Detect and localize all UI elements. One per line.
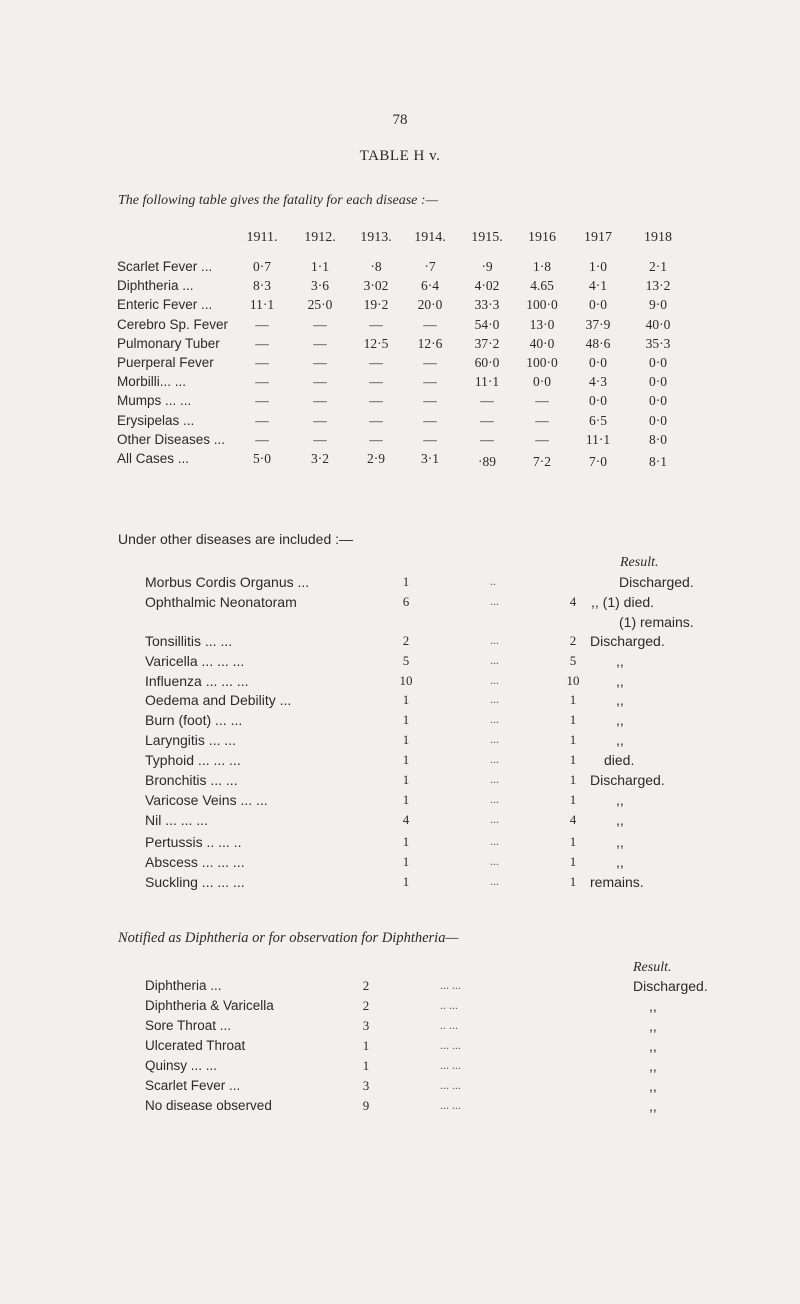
year-header: 1916 [528, 230, 556, 245]
case-count: 1 [402, 574, 410, 589]
fatality-cell: 12·5 [363, 335, 389, 351]
fatality-cell: 4·02 [474, 278, 500, 294]
intro-text: The following table gives the fatality for each disease :— [118, 193, 439, 208]
table-title: TABLE H v. [359, 148, 441, 164]
fatality-cell: — [535, 431, 549, 447]
fatality-cell: — [313, 374, 327, 390]
result-text: died. [604, 752, 635, 768]
fatality-cell: 100·0 [526, 297, 558, 313]
fatality-cell: 8·0 [649, 431, 667, 447]
result-text: ,, [616, 732, 624, 748]
fatality-cell: — [313, 355, 327, 370]
notified-result: ,, [649, 1058, 657, 1074]
fatality-cell: 100·0 [526, 355, 558, 370]
fatality-cell: 0·0 [649, 374, 667, 390]
year-header: 1914. [414, 230, 446, 245]
disease-name: Pertussis .. ... .. [145, 834, 242, 850]
notified-name: Sore Throat ... [145, 1018, 232, 1033]
fatality-cell: 1·8 [533, 259, 551, 274]
notified-count: 1 [362, 1058, 370, 1073]
disease-label: Cerebro Sp. Fever [117, 316, 229, 332]
fatality-cell: 8·1 [649, 454, 667, 469]
notified-heading: Notified as Diphtheria or for observation for Diphtheria— [118, 930, 459, 946]
fatality-cell: — [313, 431, 327, 447]
year-header: 1918 [644, 230, 672, 245]
result-count: 10 [566, 673, 580, 688]
fatality-cell: — [313, 335, 327, 351]
notified-result: ,, [649, 1098, 657, 1114]
result-text: remains. [590, 874, 644, 890]
fatality-cell: 37·9 [585, 316, 611, 332]
fatality-cell: 8·3 [253, 278, 271, 294]
fatality-cell: 20·0 [417, 297, 443, 313]
case-count: 5 [402, 653, 410, 668]
fatality-cell: 9·0 [649, 297, 667, 313]
fatality-cell: 7·0 [589, 454, 607, 469]
disease-label: Puerperal Fever [117, 355, 214, 370]
dot-leader: .. ... [440, 998, 458, 1012]
result-text: ,, [616, 854, 624, 870]
fatality-cell: — [313, 412, 327, 428]
case-count: 1 [402, 854, 410, 869]
fatality-cell: ·8 [370, 259, 382, 274]
fatality-cell: 11·1 [474, 374, 500, 390]
fatality-cell: 6·5 [589, 412, 607, 428]
dot-leader: ... ... [440, 1038, 461, 1052]
fatality-cell: 3·2 [311, 451, 329, 466]
fatality-cell: 4·1 [589, 278, 607, 294]
fatality-cell: 3·1 [421, 451, 439, 466]
fatality-cell: 1·1 [311, 259, 329, 274]
fatality-cell: — [423, 374, 437, 390]
result-text: ,, [616, 812, 624, 828]
result-count: 4 [569, 594, 577, 609]
other-diseases-heading: Under other diseases are included :— [118, 531, 354, 547]
fatality-cell: ·7 [424, 259, 436, 274]
case-count: 1 [402, 752, 410, 767]
result-count: 1 [569, 752, 577, 767]
notified-count: 3 [362, 1078, 370, 1093]
result-count: 1 [569, 772, 577, 787]
disease-name: Influenza ... ... ... [145, 673, 249, 689]
fatality-cell: — [313, 316, 327, 332]
page-number: 78 [392, 112, 408, 128]
fatality-cell: 48·6 [585, 335, 611, 351]
fatality-cell: 13·2 [645, 278, 671, 294]
fatality-cell: 0·0 [649, 355, 667, 370]
fatality-cell: 7·2 [533, 454, 551, 469]
result-count: 1 [569, 854, 577, 869]
disease-label: Mumps ... ... [117, 393, 192, 409]
result-text: ,, [616, 692, 624, 708]
case-count: 1 [402, 874, 410, 889]
fatality-cell: — [480, 412, 494, 428]
fatality-cell: — [535, 412, 549, 428]
year-header: 1912. [304, 230, 336, 245]
fatality-cell: 3·02 [363, 278, 389, 294]
notified-result: ,, [649, 998, 657, 1014]
result-heading: Result. [633, 960, 672, 975]
year-header: 1911. [246, 230, 278, 245]
notified-result: Discharged. [633, 978, 708, 994]
fatality-cell: — [369, 316, 383, 332]
disease-name: Burn (foot) ... ... [145, 712, 243, 728]
fatality-cell: ·9 [481, 259, 493, 274]
result-text: Discharged. [619, 574, 694, 590]
fatality-cell: — [423, 431, 437, 447]
fatality-cell: 0·0 [589, 393, 607, 409]
disease-name: Morbus Cordis Organus ... [145, 574, 310, 590]
dot-leader: ... ... [440, 978, 461, 992]
case-count: 2 [402, 633, 410, 648]
result-text: ,, [616, 792, 624, 808]
disease-label: Diphtheria ... [117, 278, 194, 294]
fatality-cell: 19·2 [363, 297, 389, 313]
fatality-cell: — [535, 393, 549, 409]
fatality-cell: 25·0 [307, 297, 333, 313]
result-count: 2 [569, 633, 577, 648]
dot-leader: .. ... [440, 1018, 458, 1032]
dot-leader: ... [490, 633, 499, 647]
notified-count: 1 [362, 1038, 370, 1053]
fatality-cell: — [369, 412, 383, 428]
case-count: 1 [402, 732, 410, 747]
fatality-cell: — [480, 393, 494, 409]
fatality-cell: 11·1 [249, 297, 275, 313]
notified-count: 2 [362, 998, 370, 1013]
fatality-cell: — [369, 431, 383, 447]
result-count: 1 [569, 692, 577, 707]
dot-leader: ... [490, 752, 499, 766]
fatality-cell: 0·0 [533, 374, 551, 390]
fatality-cell: 40·0 [529, 335, 555, 351]
disease-name: Bronchitis ... ... [145, 772, 238, 788]
disease-label: Scarlet Fever ... [117, 259, 213, 274]
dot-leader: ... [490, 712, 499, 726]
fatality-cell: 4·3 [589, 374, 607, 390]
fatality-cell: — [255, 412, 269, 428]
case-count: 1 [402, 772, 410, 787]
notified-name: Ulcerated Throat [145, 1038, 246, 1053]
disease-name: Suckling ... ... ... [145, 874, 245, 890]
fatality-cell: 11·1 [585, 431, 611, 447]
dot-leader: .. [490, 574, 496, 588]
disease-name: Ophthalmic Neonatoram [145, 594, 297, 610]
fatality-cell: — [423, 355, 437, 370]
fatality-cell: 5·0 [253, 451, 271, 466]
fatality-cell: 6·4 [421, 278, 439, 294]
fatality-cell: 0·0 [649, 393, 667, 409]
dot-leader: ... [490, 673, 499, 687]
dot-leader: ... [490, 653, 499, 667]
dot-leader: ... [490, 772, 499, 786]
result-text: (1) remains. [619, 614, 694, 630]
year-header: 1917 [584, 230, 612, 245]
fatality-cell: — [480, 431, 494, 447]
disease-label: Other Diseases ... [117, 431, 226, 447]
disease-label: Enteric Fever ... [117, 297, 213, 313]
disease-label: All Cases ... [117, 451, 190, 466]
dot-leader: ... [490, 732, 499, 746]
result-text: ,, [616, 673, 624, 689]
fatality-cell: 40·0 [645, 316, 671, 332]
case-count: 6 [402, 594, 410, 609]
result-count: 1 [569, 792, 577, 807]
fatality-cell: 0·0 [649, 412, 667, 428]
dot-leader: ... ... [440, 1078, 461, 1092]
disease-name: Tonsillitis ... ... [145, 633, 233, 649]
notified-name: Scarlet Fever ... [145, 1078, 241, 1093]
fatality-cell: 33·3 [474, 297, 500, 313]
case-count: 1 [402, 712, 410, 727]
dot-leader: ... [490, 692, 499, 706]
case-count: 1 [402, 692, 410, 707]
case-count: 1 [402, 792, 410, 807]
fatality-cell: 0·0 [589, 297, 607, 313]
notified-name: No disease observed [145, 1098, 272, 1113]
fatality-cell: — [423, 393, 437, 409]
fatality-cell: 4.65 [530, 278, 554, 294]
disease-name: Oedema and Debility ... [145, 692, 292, 708]
dot-leader: ... [490, 874, 499, 888]
fatality-cell: 1·0 [589, 259, 607, 274]
year-header: 1915. [471, 230, 503, 245]
result-count: 5 [569, 653, 577, 668]
disease-label: Pulmonary Tuber [117, 335, 220, 351]
fatality-cell: 2·1 [649, 259, 667, 274]
result-count: 1 [569, 732, 577, 747]
fatality-cell: 35·3 [645, 335, 671, 351]
dot-leader: ... ... [440, 1098, 461, 1112]
dot-leader: ... [490, 594, 499, 608]
fatality-cell: — [369, 374, 383, 390]
fatality-cell: 60·0 [474, 355, 500, 370]
notified-result: ,, [649, 1038, 657, 1054]
notified-name: Diphtheria & Varicella [145, 998, 274, 1013]
fatality-cell: — [255, 355, 269, 370]
disease-name: Varicella ... ... ... [145, 653, 245, 669]
fatality-cell: — [255, 431, 269, 447]
fatality-cell: 13·0 [529, 316, 555, 332]
disease-name: Abscess ... ... ... [145, 854, 245, 870]
fatality-cell: 3·6 [311, 278, 329, 294]
result-text: ,, [616, 653, 624, 669]
fatality-cell: — [369, 355, 383, 370]
fatality-cell: 54·0 [474, 316, 500, 332]
notified-count: 2 [362, 978, 370, 993]
fatality-cell: — [423, 412, 437, 428]
result-count: 1 [569, 712, 577, 727]
disease-label: Erysipelas ... [117, 412, 195, 428]
fatality-cell: 0·0 [589, 355, 607, 370]
result-count: 1 [569, 834, 577, 849]
fatality-cell: — [255, 393, 269, 409]
fatality-cell: 37·2 [474, 335, 500, 351]
notified-count: 3 [362, 1018, 370, 1033]
case-count: 10 [399, 673, 413, 688]
fatality-cell: ·89 [478, 454, 496, 469]
disease-name: Nil ... ... ... [145, 812, 209, 828]
disease-name: Varicose Veins ... ... [145, 792, 268, 808]
result-heading: Result. [620, 555, 659, 570]
notified-result: ,, [649, 1018, 657, 1034]
result-text: Discharged. [590, 772, 665, 788]
notified-result: ,, [649, 1078, 657, 1094]
fatality-cell: 0·7 [253, 259, 271, 274]
disease-name: Typhoid ... ... ... [145, 752, 241, 768]
result-count: 1 [569, 874, 577, 889]
fatality-cell: 12·6 [417, 335, 443, 351]
case-count: 1 [402, 834, 410, 849]
disease-label: Morbilli... ... [117, 374, 187, 390]
result-count: 4 [569, 812, 577, 827]
fatality-cell: — [255, 335, 269, 351]
year-header: 1913. [360, 230, 392, 245]
dot-leader: ... [490, 792, 499, 806]
result-text: Discharged. [590, 633, 665, 649]
dot-leader: ... ... [440, 1058, 461, 1072]
result-text: ,, [616, 712, 624, 728]
notified-name: Quinsy ... ... [145, 1058, 218, 1073]
case-count: 4 [402, 812, 410, 827]
fatality-cell: — [423, 316, 437, 332]
notified-count: 9 [362, 1098, 370, 1113]
disease-name: Laryngitis ... ... [145, 732, 237, 748]
fatality-cell: — [255, 374, 269, 390]
result-text: ,, [616, 834, 624, 850]
dot-leader: ... [490, 834, 499, 848]
fatality-cell: 2·9 [367, 451, 385, 466]
dot-leader: ... [490, 854, 499, 868]
result-text: ,, (1) died. [591, 594, 655, 610]
dot-leader: ... [490, 812, 499, 826]
fatality-cell: — [313, 393, 327, 409]
fatality-cell: — [255, 316, 269, 332]
notified-name: Diphtheria ... [145, 978, 222, 993]
fatality-cell: — [369, 393, 383, 409]
